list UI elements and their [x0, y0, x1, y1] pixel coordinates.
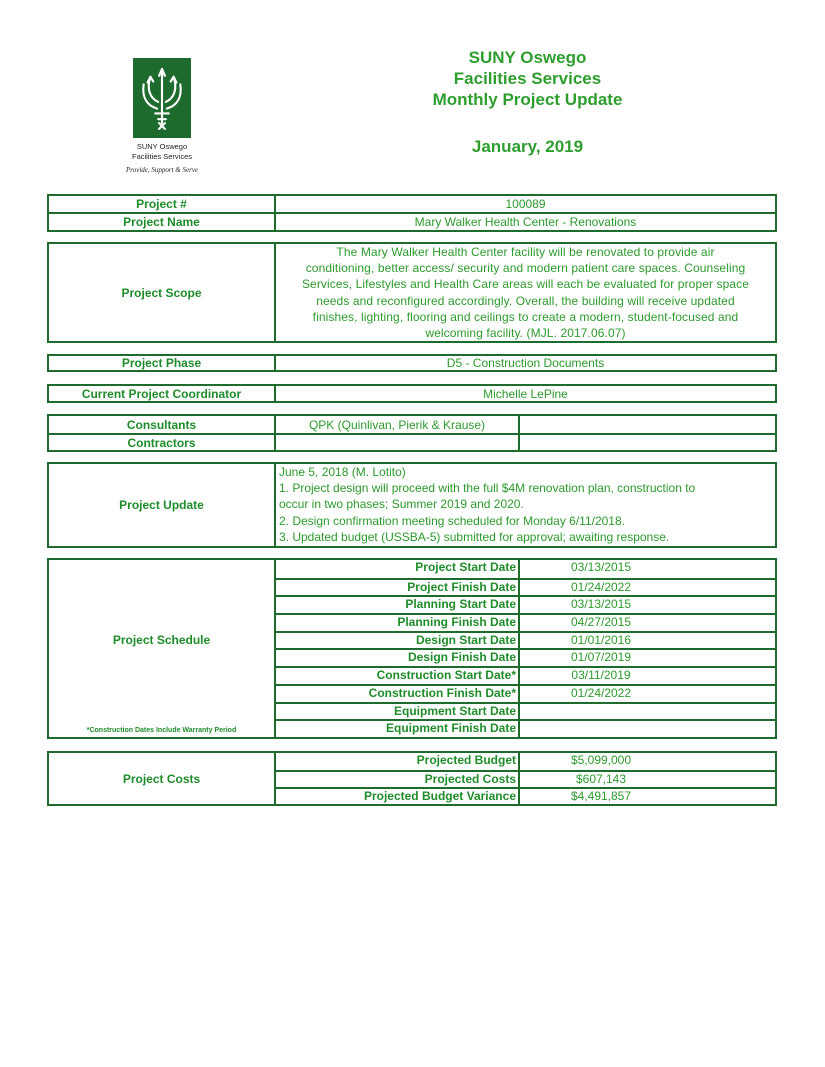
schedule-name: Equipment Finish Date — [276, 721, 520, 737]
project-update-text — [276, 464, 775, 545]
contractors-extra-cell — [520, 435, 775, 450]
cost-name: Projected Budget — [276, 753, 520, 770]
schedule-row — [276, 631, 775, 649]
schedule-value: 01/24/2022 — [570, 685, 632, 700]
project-scope-label: Project Scope — [49, 244, 276, 341]
cost-name: Projected Budget Variance — [276, 789, 520, 804]
schedule-name: Construction Finish Date* — [276, 686, 520, 702]
schedule-rows — [276, 560, 775, 737]
schedule-row — [276, 648, 775, 666]
project-schedule-table — [47, 558, 777, 739]
schedule-row — [276, 719, 775, 737]
contractors-row — [49, 433, 775, 450]
contractors-value — [276, 435, 520, 450]
cost-spacer — [682, 789, 775, 804]
project-schedule-label-cell — [49, 560, 276, 737]
coordinator-table — [47, 384, 777, 403]
schedule-row — [276, 595, 775, 613]
project-number-row — [49, 196, 775, 212]
consultants-row — [49, 416, 775, 433]
schedule-spacer — [682, 704, 775, 720]
cost-row — [276, 787, 775, 804]
contractors-label: Contractors — [49, 435, 276, 450]
schedule-value: 03/13/2015 — [570, 560, 632, 574]
project-update-row — [49, 464, 775, 546]
header-title-3: Monthly Project Update — [432, 90, 623, 109]
project-costs-table — [47, 751, 777, 806]
construction-dates-note: *Construction Dates Include Warranty Period — [86, 727, 237, 734]
schedule-row — [276, 666, 775, 684]
project-phase-value: D5 - Construction Documents — [446, 356, 605, 370]
project-scope-value — [276, 244, 775, 341]
scope-line: finishes, lighting, flooring and ceilings to create a modern, student-focused and — [312, 309, 739, 324]
schedule-spacer — [682, 633, 775, 649]
schedule-value: 03/11/2019 — [571, 668, 631, 683]
consultants-value: QPK (Quinlivan, Pierik & Krause) — [276, 416, 520, 433]
logo-name-line1: SUNY Oswego — [136, 142, 188, 151]
header-title-1: SUNY Oswego — [468, 48, 587, 67]
project-phase-label: Project Phase — [49, 356, 276, 370]
schedule-row — [276, 560, 775, 578]
scope-line: welcoming facility. (MJL. 2017.06.07) — [425, 326, 626, 341]
project-update-label: Project Update — [49, 464, 276, 546]
schedule-spacer — [682, 686, 775, 702]
schedule-name: Construction Start Date* — [276, 668, 520, 684]
cost-spacer — [682, 753, 775, 770]
project-schedule-label: Project Schedule — [112, 633, 211, 647]
project-scope-text — [302, 244, 749, 342]
schedule-spacer — [682, 650, 775, 666]
project-number-value: 100089 — [505, 197, 546, 211]
header-title-2: Facilities Services — [453, 69, 602, 88]
consultants-table — [47, 414, 777, 452]
schedule-spacer — [682, 721, 775, 737]
project-update-table — [47, 462, 777, 548]
cost-name: Projected Costs — [276, 772, 520, 787]
project-scope-table — [47, 242, 777, 343]
report-date: January, 2019 — [471, 137, 584, 156]
scope-line: needs and reconfigured accordingly. Overall, the building will receive updated — [316, 293, 735, 308]
coordinator-label: Current Project Coordinator — [49, 386, 276, 401]
update-line: 1. Project design will proceed with the full $4M renovation plan, construction to — [279, 481, 696, 496]
schedule-name: Equipment Start Date — [276, 704, 520, 720]
schedule-spacer — [682, 597, 775, 613]
schedule-value: 01/07/2019 — [570, 650, 632, 665]
project-costs-label: Project Costs — [49, 753, 276, 804]
schedule-value: 03/13/2015 — [570, 597, 632, 612]
project-id-table — [47, 194, 777, 232]
cost-value: $607,143 — [575, 772, 627, 786]
suny-oswego-logo — [133, 58, 191, 138]
consultants-extra-cell — [520, 416, 775, 433]
schedule-value — [520, 704, 682, 720]
cost-rows — [276, 753, 775, 804]
schedule-value — [520, 721, 682, 737]
project-costs-row — [49, 753, 775, 804]
update-line: June 5, 2018 (M. Lotito) — [279, 465, 406, 479]
scope-line: The Mary Walker Health Center facility will be renovated to provide air — [336, 244, 715, 259]
project-number-label: Project # — [49, 196, 276, 212]
schedule-name: Planning Start Date — [276, 597, 520, 613]
schedule-spacer — [682, 668, 775, 684]
cost-spacer — [682, 772, 775, 787]
project-scope-row — [49, 244, 775, 341]
schedule-name: Design Start Date — [276, 633, 520, 649]
cost-value: $4,491,857 — [570, 789, 632, 803]
schedule-name: Project Start Date — [276, 560, 520, 578]
schedule-row — [276, 702, 775, 720]
logo-tagline: Provide, Support & Serve — [125, 166, 199, 174]
schedule-spacer — [682, 615, 775, 631]
scope-line: Services, Lifestyles and Health Care areas will each be evaluated for proper space — [301, 277, 750, 292]
coordinator-value: Michelle LePine — [483, 386, 568, 401]
project-name-value: Mary Walker Health Center - Renovations — [414, 215, 637, 229]
scope-line: conditioning, better access/ security and modern patient care spaces. Counseling — [305, 260, 746, 275]
cost-row — [276, 770, 775, 787]
project-schedule-row — [49, 560, 775, 737]
trident-icon — [134, 59, 190, 137]
project-name-label: Project Name — [49, 214, 276, 230]
schedule-name: Planning Finish Date — [276, 615, 520, 631]
project-phase-row — [49, 356, 775, 370]
update-line: 2. Design confirmation meeting scheduled for Monday 6/11/2018. — [279, 513, 625, 528]
schedule-value: 01/01/2016 — [570, 632, 632, 647]
project-update-value — [276, 464, 775, 546]
project-phase-table — [47, 354, 777, 372]
schedule-value: 01/24/2022 — [570, 579, 632, 594]
cost-row — [276, 753, 775, 770]
schedule-row — [276, 613, 775, 631]
schedule-row — [276, 684, 775, 702]
schedule-spacer — [682, 560, 775, 578]
update-line: 3. Updated budget (USSBA-5) submitted for approval; awaiting response. — [279, 529, 670, 544]
consultants-label: Consultants — [49, 416, 276, 433]
update-line: occur in two phases; Summer 2019 and 2020. — [279, 497, 524, 512]
schedule-spacer — [682, 580, 775, 596]
schedule-value: 04/27/2015 — [570, 615, 632, 630]
cost-value: $5,099,000 — [570, 753, 632, 767]
project-name-row — [49, 212, 775, 230]
logo-name-line2: Facilities Services — [131, 152, 192, 161]
schedule-name: Design Finish Date — [276, 650, 520, 666]
schedule-name: Project Finish Date — [276, 580, 520, 596]
coordinator-row — [49, 386, 775, 401]
schedule-row — [276, 578, 775, 596]
